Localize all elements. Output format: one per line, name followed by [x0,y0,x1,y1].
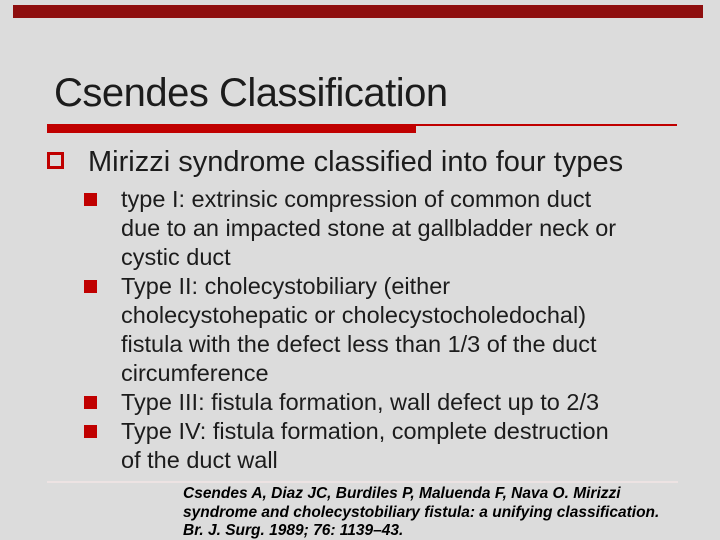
text-line: type I: extrinsic compression of common duct [121,186,592,212]
text-line: Type II: cholecystobiliary (either [121,273,451,299]
title-underline-thick [47,124,416,133]
text-line: of the duct wall [121,447,278,473]
slide-title: Csendes Classification [54,71,448,115]
sub-bullet-type-4 [47,417,672,475]
sub-bullet-text [121,417,609,475]
filled-square-bullet-icon [84,280,97,293]
main-bullet-text: Mirizzi syndrome classified into four types [88,146,624,178]
filled-square-bullet-icon [84,425,97,438]
top-accent-bar [13,5,703,18]
citation-line: Br. J. Surg. 1989; 76: 1139–43. [183,522,404,539]
bullet-list [47,145,672,475]
text-line: Type IV: fistula formation, complete destruction [121,418,609,444]
main-bullet [47,145,672,179]
sub-bullet-type-3 [47,388,672,417]
sub-bullet-text [121,388,599,417]
text-line: Type III: fistula formation, wall defect up to 2/3 [121,389,600,415]
text-line: cholecystohepatic or cholecystocholedochal) [121,302,587,328]
citation-line: Csendes A, Diaz JC, Burdiles P, Maluenda F, Nava O. Mirizzi [183,485,621,502]
text-line: due to an impacted stone at gallbladder neck or [121,215,617,241]
sub-bullet-text [121,185,616,272]
citation [183,485,659,540]
filled-square-bullet-icon [84,193,97,206]
filled-square-bullet-icon [84,396,97,409]
hollow-square-bullet-icon [47,152,64,169]
footer-divider [47,481,678,483]
sub-bullet-type-1 [47,185,672,272]
title-underline-thin [416,124,677,126]
sub-bullet-type-2 [47,272,672,388]
text-line: fistula with the defect less than 1/3 of the duct [121,331,597,357]
sub-bullet-text [121,272,597,388]
citation-line: syndrome and cholecystobiliary fistula: a unifying classification. [183,503,660,521]
text-line: cystic duct [121,244,231,270]
text-line: circumference [121,360,269,386]
